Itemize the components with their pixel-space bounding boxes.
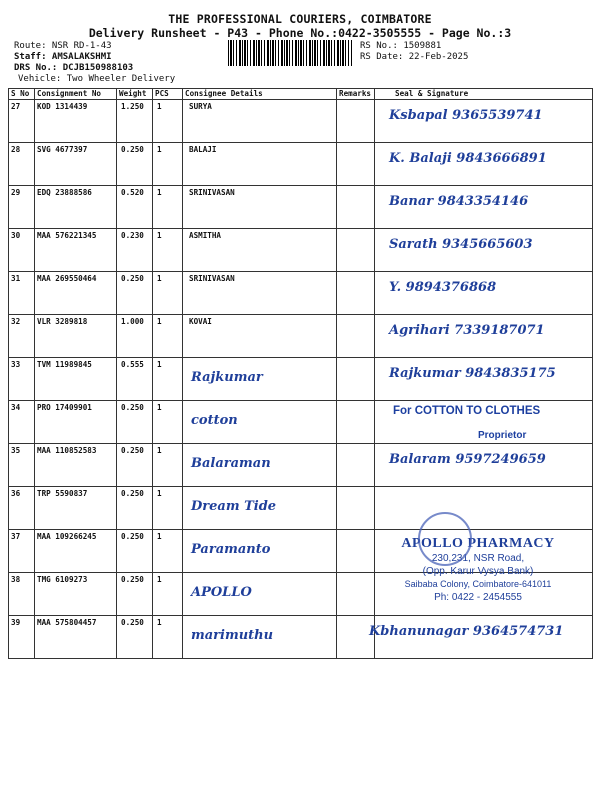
table-row — [9, 186, 593, 229]
cell-pcs: 1 — [153, 487, 183, 530]
cell-consignee — [183, 530, 337, 573]
cell-consignee: ASMITHA — [183, 229, 337, 272]
cell-consignment: VLR 3289818 — [35, 315, 117, 358]
table-header-row — [9, 89, 593, 100]
cell-sno: 35 — [9, 444, 35, 487]
cell-signature — [375, 143, 593, 186]
cell-weight: 0.250 — [117, 573, 153, 616]
cell-remarks — [337, 573, 375, 616]
cell-sno: 36 — [9, 487, 35, 530]
cell-weight: 0.250 — [117, 487, 153, 530]
cell-consignment: EDQ 23888586 — [35, 186, 117, 229]
col-pcs: PCS — [153, 89, 183, 100]
cell-pcs: 1 — [153, 444, 183, 487]
drs-label: DRS No.: DCJB150988103 — [14, 63, 134, 73]
cell-weight: 0.250 — [117, 272, 153, 315]
cell-pcs: 1 — [153, 530, 183, 573]
cell-pcs: 1 — [153, 229, 183, 272]
cell-sno: 34 — [9, 401, 35, 444]
page-title: THE PROFESSIONAL COURIERS, COIMBATORE — [168, 12, 432, 26]
stamp-name: APOLLO PHARMACY — [401, 536, 555, 551]
cell-consignment: MAA 575804457 — [35, 616, 117, 659]
handwritten-consignee: Paramanto — [191, 542, 271, 557]
staff-label: Staff: AMSALAKSHMI — [14, 52, 112, 62]
cell-consignee: BALAJI — [183, 143, 337, 186]
cell-sno: 37 — [9, 530, 35, 573]
cell-sno: 32 — [9, 315, 35, 358]
cell-remarks — [337, 315, 375, 358]
cell-weight: 0.250 — [117, 401, 153, 444]
handwritten-consignee: Dream Tide — [191, 499, 277, 514]
cell-pcs: 1 — [153, 143, 183, 186]
signature-text: Banar 9843354146 — [389, 194, 529, 209]
handwritten-consignee: Balaraman — [191, 456, 271, 471]
cell-remarks — [337, 186, 375, 229]
stamp-address-3: Saibaba Colony, Coimbatore-641011 — [404, 579, 552, 589]
cell-remarks — [337, 444, 375, 487]
cell-consignee — [183, 487, 337, 530]
vehicle-label: Vehicle: Two Wheeler Delivery — [18, 74, 176, 84]
col-weight: Weight — [117, 89, 153, 100]
table-row — [9, 272, 593, 315]
cell-consignee — [183, 401, 337, 444]
signature-text: K. Balaji 9843666891 — [389, 151, 547, 166]
cell-consignee: KOVAI — [183, 315, 337, 358]
cell-consignment: MAA 269550464 — [35, 272, 117, 315]
cell-pcs: 1 — [153, 100, 183, 143]
cell-consignee — [183, 573, 337, 616]
signature-text: Kbhanunagar 9364574731 — [369, 624, 564, 639]
stamp-address-2: (Opp. Karur Vysya Bank) — [422, 566, 534, 577]
cell-sno: 29 — [9, 186, 35, 229]
cell-signature — [375, 358, 593, 401]
table-row — [9, 229, 593, 272]
cell-signature — [375, 315, 593, 358]
cell-remarks — [337, 143, 375, 186]
cell-remarks — [337, 530, 375, 573]
handwritten-consignee: APOLLO — [191, 585, 252, 600]
cell-consignment: TRP 5590837 — [35, 487, 117, 530]
cell-consignee: SRINIVASAN — [183, 272, 337, 315]
rs-date-label: RS Date: 22-Feb-2025 — [360, 52, 469, 62]
stamp-address-1: 230,231, NSR Road, — [431, 553, 525, 564]
handwritten-consignee: Rajkumar — [191, 370, 263, 385]
cell-consignment: MAA 576221345 — [35, 229, 117, 272]
cell-consignment: MAA 110852583 — [35, 444, 117, 487]
cell-consignment: TMG 6109273 — [35, 573, 117, 616]
cell-weight: 0.250 — [117, 530, 153, 573]
cell-remarks — [337, 487, 375, 530]
cell-consignment: TVM 11989845 — [35, 358, 117, 401]
cell-consignment: PRO 17409901 — [35, 401, 117, 444]
signature-text: Sarath 9345665603 — [389, 237, 533, 252]
table-row — [9, 100, 593, 143]
cell-pcs: 1 — [153, 401, 183, 444]
table-row — [9, 358, 593, 401]
cell-consignee: SURYA — [183, 100, 337, 143]
cell-signature — [375, 272, 593, 315]
cell-consignee — [183, 616, 337, 659]
cell-pcs: 1 — [153, 573, 183, 616]
barcode — [228, 40, 352, 66]
stamp-phone: Ph: 0422 - 2454555 — [434, 592, 522, 603]
signature-text: Agrihari 7339187071 — [389, 323, 545, 338]
cell-sno: 38 — [9, 573, 35, 616]
col-signature: Seal & Signature — [375, 89, 593, 100]
cell-remarks — [337, 272, 375, 315]
cell-consignment: MAA 109266245 — [35, 530, 117, 573]
cell-sno: 30 — [9, 229, 35, 272]
cell-weight: 0.230 — [117, 229, 153, 272]
cell-weight: 0.250 — [117, 616, 153, 659]
cell-sno: 28 — [9, 143, 35, 186]
cell-remarks — [337, 229, 375, 272]
cell-weight: 0.520 — [117, 186, 153, 229]
cell-consignment: SVG 4677397 — [35, 143, 117, 186]
cell-pcs: 1 — [153, 358, 183, 401]
handwritten-consignee: cotton — [191, 413, 238, 428]
cell-signature — [375, 444, 593, 487]
apollo-pharmacy-stamp — [378, 512, 578, 642]
table-row — [9, 444, 593, 487]
signature-text: Rajkumar 9843835175 — [389, 366, 556, 381]
cell-signature — [375, 229, 593, 272]
cell-weight: 1.250 — [117, 100, 153, 143]
cell-remarks — [337, 100, 375, 143]
signature-text: Balaram 9597249659 — [389, 452, 546, 467]
cell-signature — [375, 100, 593, 143]
cell-pcs: 1 — [153, 315, 183, 358]
route-label: Route: NSR RD-1-43 — [14, 41, 112, 51]
signature-text: Ksbapal 9365539741 — [389, 108, 543, 123]
cell-remarks — [337, 358, 375, 401]
cell-pcs: 1 — [153, 186, 183, 229]
page-subtitle: Delivery Runsheet - P43 - Phone No.:0422-3505555 - Page No.:3 — [88, 26, 512, 40]
col-consignment: Consignment No — [35, 89, 117, 100]
cell-consignee — [183, 444, 337, 487]
col-consignee: Consignee Details — [183, 89, 337, 100]
rs-no-label: RS No.: 1509881 — [360, 41, 442, 51]
cell-weight: 0.555 — [117, 358, 153, 401]
proprietor-label: Proprietor — [478, 430, 527, 441]
handwritten-consignee: marimuthu — [191, 628, 274, 643]
cell-pcs: 1 — [153, 616, 183, 659]
signature-text: Y. 9894376868 — [389, 280, 497, 295]
cell-weight: 0.250 — [117, 143, 153, 186]
cell-consignee: SRINIVASAN — [183, 186, 337, 229]
table-row — [9, 143, 593, 186]
cell-consignee — [183, 358, 337, 401]
cell-sno: 27 — [9, 100, 35, 143]
cell-remarks — [337, 401, 375, 444]
cell-signature — [375, 186, 593, 229]
signature-text: For COTTON TO CLOTHES — [393, 405, 541, 417]
cell-weight: 0.250 — [117, 444, 153, 487]
cell-consignment: KOD 1314439 — [35, 100, 117, 143]
cell-sno: 39 — [9, 616, 35, 659]
cell-weight: 1.000 — [117, 315, 153, 358]
cell-pcs: 1 — [153, 272, 183, 315]
table-row — [9, 315, 593, 358]
cell-sno: 31 — [9, 272, 35, 315]
col-remarks: Remarks — [337, 89, 375, 100]
cell-sno: 33 — [9, 358, 35, 401]
col-sno: S No — [9, 89, 35, 100]
stamp-seal-icon — [418, 512, 472, 566]
